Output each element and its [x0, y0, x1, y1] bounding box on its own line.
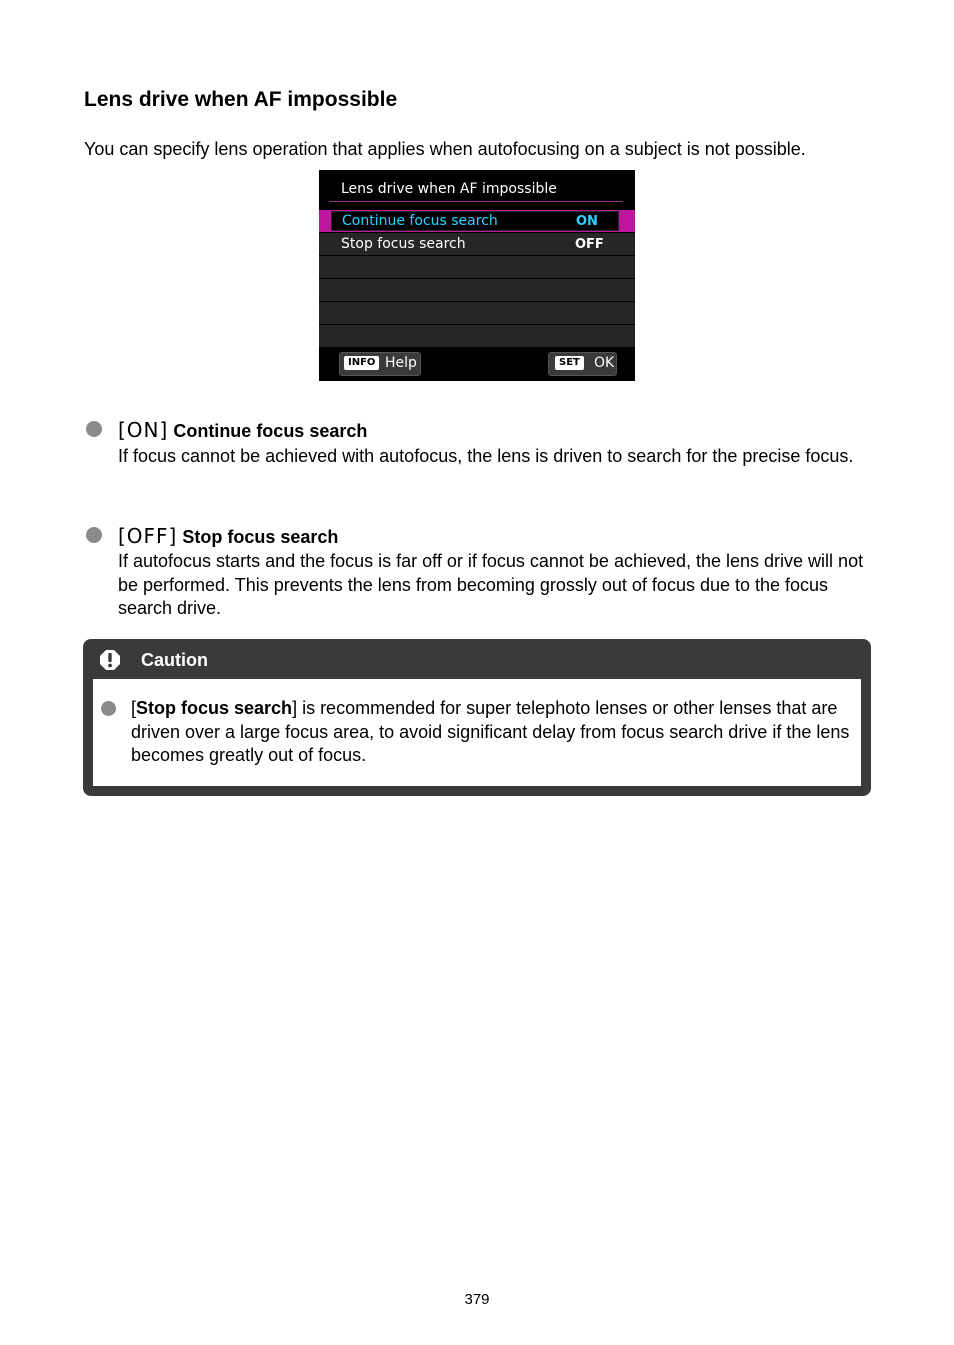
- set-ok-button[interactable]: [548, 352, 617, 376]
- bullet-icon: [86, 421, 102, 437]
- caution-body: [93, 679, 861, 786]
- info-tag: INFO: [344, 356, 379, 370]
- menu-option-continue-focus-search[interactable]: [319, 210, 635, 232]
- off-symbol: [OFF]: [118, 524, 178, 548]
- section-title: Lens drive when AF impossible: [84, 88, 398, 111]
- caution-bold-term: Stop focus search: [136, 698, 293, 718]
- menu-option-stop-focus-search[interactable]: [319, 233, 635, 255]
- menu-option-value: ON: [576, 214, 598, 229]
- page-number: 379: [464, 1291, 490, 1308]
- menu-empty-row: [319, 325, 635, 347]
- caution-text: [Stop focus search] is recommended for super telephoto lenses or other lenses that are driven over a large focus area, to avoid significant delay from focus search drive if the lens becomes greatly out of focus.: [131, 698, 850, 765]
- menu-empty-row: [319, 279, 635, 301]
- ok-label: OK: [594, 355, 615, 371]
- on-symbol: [ON]: [118, 418, 169, 442]
- menu-option-label: Continue focus search: [342, 213, 498, 229]
- item-heading-text: Stop focus search: [182, 527, 339, 547]
- menu-option-label: Stop focus search: [341, 236, 466, 252]
- camera-title-divider: [329, 201, 623, 202]
- caution-box: [83, 639, 871, 796]
- info-help-button[interactable]: [339, 352, 421, 376]
- caution-icon: [99, 649, 121, 671]
- menu-empty-row: [319, 256, 635, 278]
- caution-title: Caution: [141, 650, 208, 670]
- item-heading: [118, 524, 338, 548]
- camera-screen: [319, 170, 635, 381]
- camera-screen-title: Lens drive when AF impossible: [341, 181, 557, 197]
- help-label: Help: [385, 355, 417, 371]
- menu-option-value: OFF: [575, 237, 604, 252]
- menu-empty-row: [319, 302, 635, 324]
- bullet-icon: [86, 527, 102, 543]
- set-tag: SET: [555, 356, 584, 370]
- caution-header: [83, 639, 871, 679]
- item-heading: [118, 418, 367, 442]
- item-body: If autofocus starts and the focus is far off or if focus cannot be achieved, the lens drive will not be performed. This prevents the lens from becoming grossly out of focus due to the focus search drive.: [118, 551, 864, 618]
- item-body: If focus cannot be achieved with autofocus, the lens is driven to search for the precise focus.: [118, 446, 854, 466]
- bullet-icon: [101, 701, 116, 716]
- item-heading-text: Continue focus search: [173, 421, 368, 441]
- intro-text: You can specify lens operation that applies when autofocusing on a subject is not possible.: [84, 139, 806, 159]
